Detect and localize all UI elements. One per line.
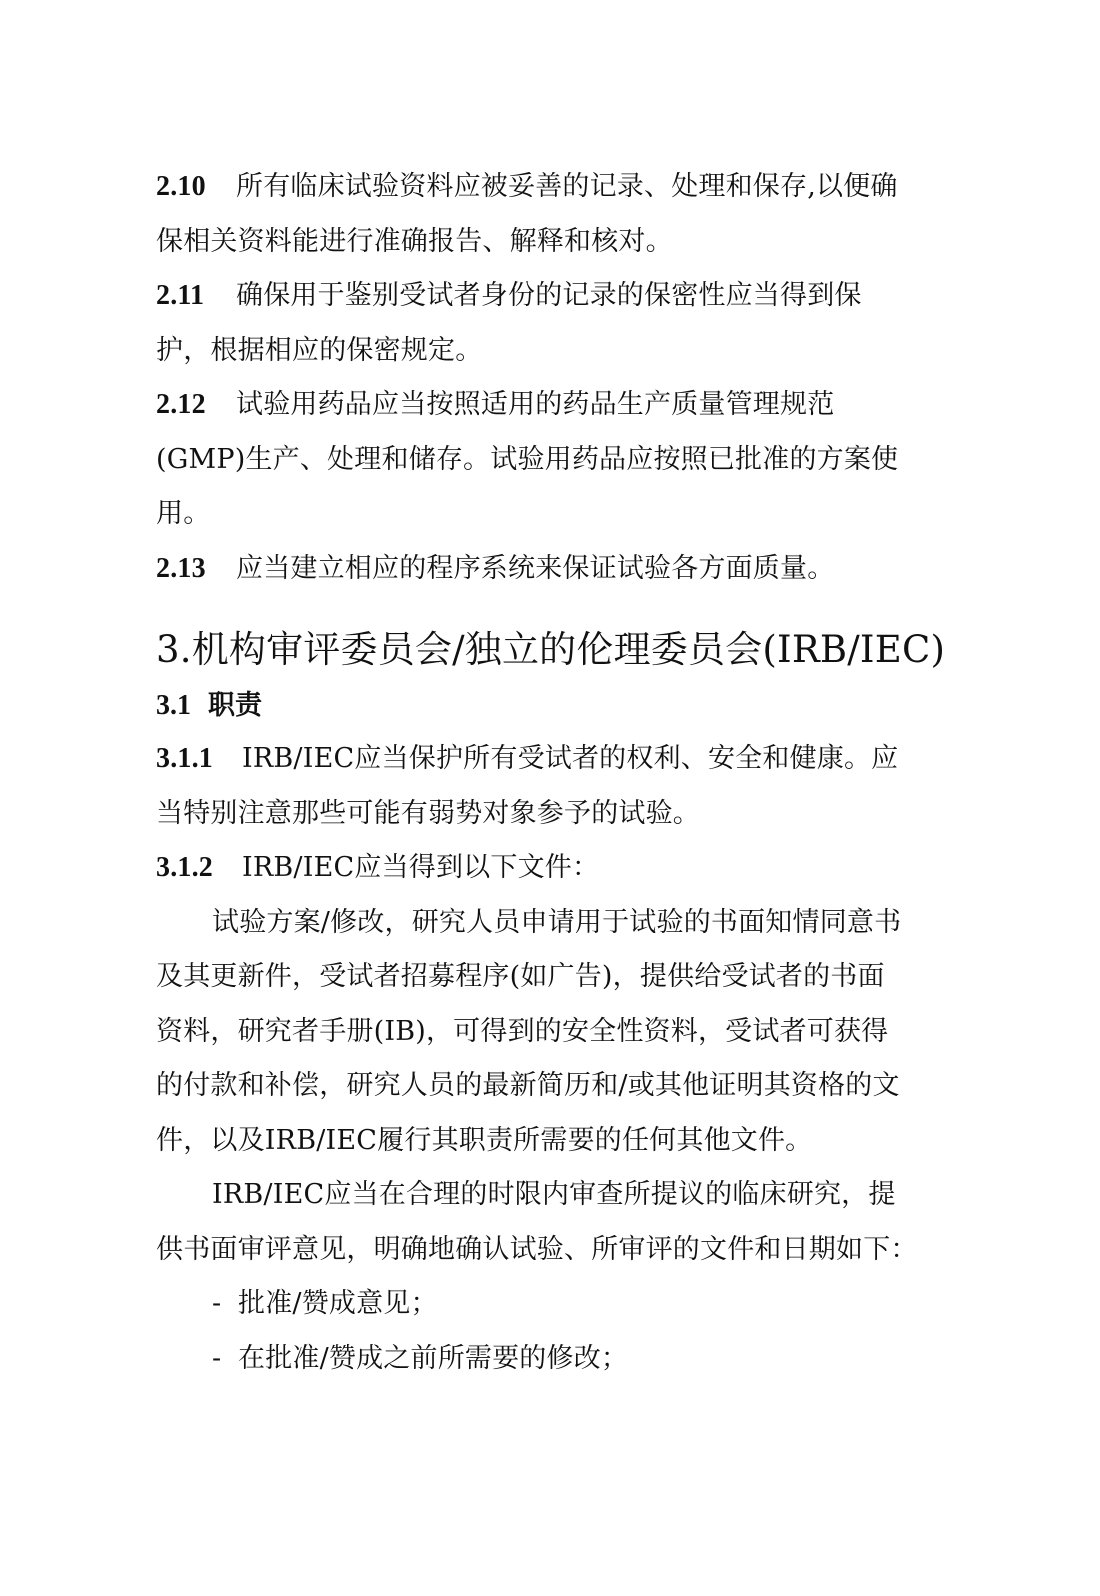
section-text: 确保用于鉴别受试者身份的记录的保密性应当得到保: [236, 280, 862, 311]
section-number: 2.12: [156, 389, 206, 420]
section-3-1-1-line-2: 当特别注意那些可能有弱势对象参予的试验。: [156, 797, 700, 829]
paragraph-review-line-2: 供书面审评意见，明确地确认试验、所审评的文件和日期如下：: [156, 1233, 918, 1265]
section-number: 2.11: [156, 280, 205, 311]
paragraph-review-line-1: IRB/IEC应当在合理的时限内审查所提议的临床研究，提: [212, 1179, 896, 1210]
section-text: IRB/IEC应当得到以下文件：: [242, 852, 600, 883]
bullet-dash: -: [212, 1342, 222, 1374]
section-3-1-heading: [156, 680, 936, 732]
bullet-dash: -: [212, 1288, 222, 1319]
list-item-text: 批准/赞成意见；: [238, 1288, 438, 1319]
section-title: 职责: [208, 690, 262, 721]
section-text: 应当建立相应的程序系统来保证试验各方面质量。: [236, 552, 835, 584]
paragraph-documents-line-3: 资料，研究者手册(IB)，可得到的安全性资料，受试者可获得: [156, 1015, 889, 1047]
paragraph-documents-line-1: 试验方案/修改，研究人员申请用于试验的书面知情同意书: [212, 906, 902, 938]
document-page: [156, 160, 946, 1386]
section-2-10-line-1: [156, 160, 936, 215]
section-number: 3.1.1: [156, 743, 213, 774]
section-2-11-line-1: [156, 269, 936, 324]
list-item-text: 在批准/赞成之前所需要的修改；: [238, 1342, 629, 1374]
section-number: 2.10: [156, 171, 206, 202]
section-number: 3.1.2: [156, 852, 213, 883]
section-text: IRB/IEC应当保护所有受试者的权利、安全和健康。应: [242, 743, 899, 774]
paragraph-documents-line-4: 的付款和补偿，研究人员的最新简历和/或其他证明其资格的文: [156, 1070, 900, 1101]
section-3-1-1-line-1: [156, 732, 936, 787]
list-item: [156, 1332, 936, 1387]
paragraph-documents-line-5: 件，以及IRB/IEC履行其职责所需要的任何其他文件。: [156, 1124, 813, 1156]
section-3-1-2-line-1: [156, 841, 936, 896]
section-number: 3.1: [156, 690, 191, 721]
chapter-3-heading: 3.机构审评委员会/独立的伦理委员会(IRB/IEC): [156, 628, 946, 671]
list-item: [156, 1277, 936, 1332]
paragraph-documents-line-2: 及其更新件，受试者招募程序(如广告)，提供给受试者的书面: [156, 961, 885, 992]
section-text: 所有临床试验资料应被妥善的记录、处理和保存,以便确: [236, 171, 898, 202]
section-number: 2.13: [156, 552, 206, 584]
section-2-12-line-1: [156, 378, 936, 433]
section-2-12-line-2: (GMP)生产、处理和储存。试验用药品应按照已批准的方案使: [156, 443, 899, 475]
section-2-11-line-2: 护，根据相应的保密规定。: [156, 334, 483, 366]
section-2-10-line-2: 保相关资料能进行准确报告、解释和核对。: [156, 225, 673, 257]
section-text: 试验用药品应当按照适用的药品生产质量管理规范: [236, 389, 835, 420]
section-2-12-line-3: 用。: [156, 498, 211, 529]
section-2-13-line-1: [156, 542, 936, 597]
